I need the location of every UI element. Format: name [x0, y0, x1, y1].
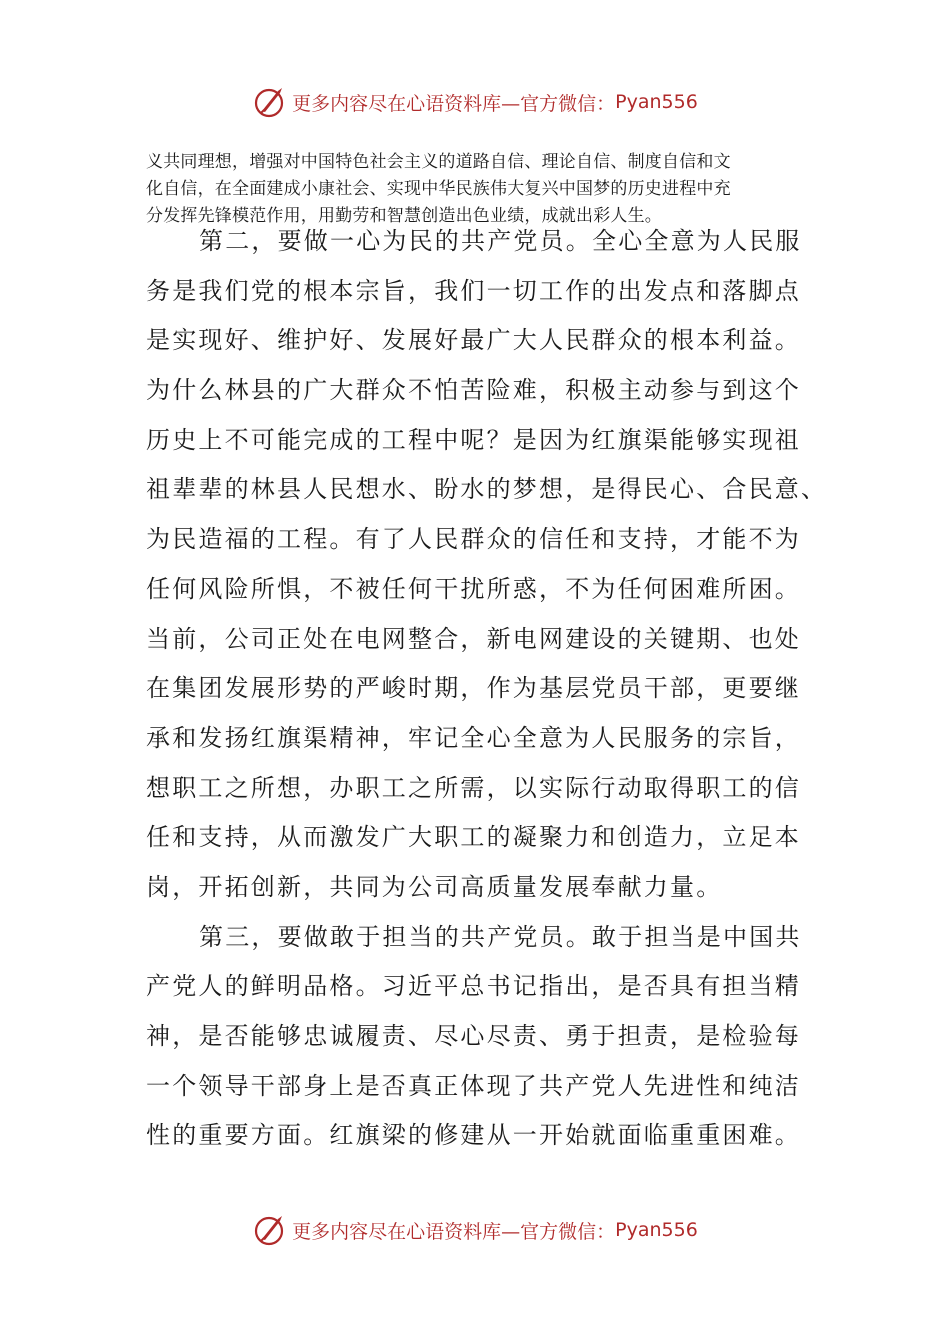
text-line: 祖辈辈的林县人民想水、盼水的梦想，是得民心、合民意、 [146, 475, 828, 504]
wechat-id: Pyan556 [615, 1219, 698, 1241]
text-line: 岗，开拓创新，共同为公司高质量发展奉献力量。 [146, 872, 723, 901]
header-banner [0, 82, 950, 122]
paragraph-start-line: 第二，要做一心为民的共产党员。全心全意为人民服 [199, 227, 802, 255]
text-line: 任和支持，从而激发广大职工的凝聚力和创造力，立足本 [146, 823, 801, 852]
paragraph-start-line: 第三，要做敢于担当的共产党员。敢于担当是中国共 [199, 922, 802, 951]
text-line: 分发挥先锋模范作用，用勤劳和智慧创造出色业绩，成就出彩人生。 [146, 206, 662, 226]
text-line: 务是我们党的根本宗旨，我们一切工作的出发点和落脚点 [146, 276, 801, 305]
text-line: 当前，公司正处在电网整合，新电网建设的关键期、也处 [146, 624, 801, 653]
text-line: 历史上不可能完成的工程中呢？是因为红旗渠能够实现祖 [146, 425, 801, 454]
text-line: 在集团发展形势的严峻时期，作为基层党员干部，更要继 [146, 674, 801, 703]
text-line: 一个领导干部身上是否真正体现了共产党人先进性和纯洁 [146, 1071, 801, 1100]
text-line: 神，是否能够忠诚履责、尽心尽责、勇于担责，是检验每 [146, 1022, 801, 1050]
banner-text: 更多内容尽在心语资料库—官方微信： [292, 1220, 616, 1243]
quill-logo-icon [252, 1212, 288, 1248]
text-line: 为什么林县的广大群众不怕苦险难，积极主动参与到这个 [146, 376, 801, 405]
body-text [146, 217, 828, 1161]
text-line: 为民造福的工程。有了人民群众的信任和支持，才能不为 [146, 525, 801, 554]
banner-text: 更多内容尽在心语资料库—官方微信： [292, 92, 616, 115]
quill-logo-icon [252, 84, 288, 120]
text-line: 性的重要方面。红旗梁的修建从一开始就面临重重困难。 [146, 1121, 801, 1150]
text-line: 产党人的鲜明品格。习近平总书记指出，是否具有担当精 [146, 972, 801, 1001]
footer-banner [0, 1210, 950, 1250]
text-line: 想职工之所想，办职工之所需，以实际行动取得职工的信 [146, 773, 801, 802]
text-line: 任何风险所惧，不被任何干扰所惑，不为任何困难所困。 [146, 574, 801, 603]
wechat-id: Pyan556 [615, 91, 698, 113]
text-line: 化自信，在全面建成小康社会、实现中华民族伟大复兴中国梦的历史进程中充 [146, 179, 731, 199]
text-line: 承和发扬红旗渠精神，牢记全心全意为人民服务的宗旨， [146, 723, 801, 752]
text-line: 是实现好、维护好、发展好最广大人民群众的根本利益。 [146, 326, 801, 355]
text-line: 义共同理想，增强对中国特色社会主义的道路自信、理论自信、制度自信和文 [146, 152, 731, 172]
